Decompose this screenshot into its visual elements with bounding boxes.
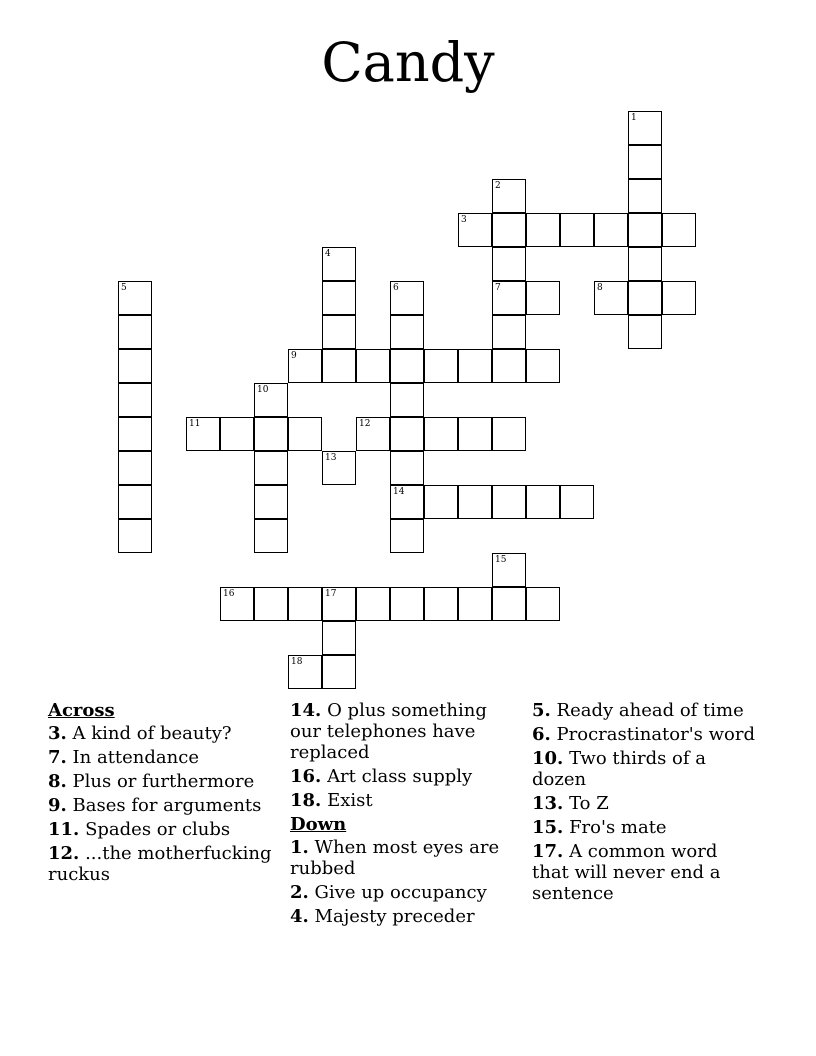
grid-cell[interactable] [220, 417, 254, 451]
clue-down-2: 2. Give up occupancy [290, 882, 487, 903]
grid-cell[interactable] [118, 281, 152, 315]
clue-across-9: 9. Bases for arguments [48, 795, 262, 816]
grid-cell[interactable] [526, 281, 560, 315]
grid-cell[interactable] [390, 349, 424, 383]
grid-cell[interactable] [390, 281, 424, 315]
grid-cell[interactable] [594, 213, 628, 247]
page-title: Candy [321, 31, 495, 94]
grid-cell[interactable] [560, 213, 594, 247]
cell-number: 15 [495, 555, 507, 565]
grid-cell[interactable] [356, 587, 390, 621]
grid-cell[interactable] [322, 247, 356, 281]
grid-cell[interactable] [662, 213, 696, 247]
cell-number: 5 [121, 283, 127, 293]
clue-across-12: 12. ...the motherfucking ruckus [48, 843, 272, 885]
cell-number: 1 [631, 113, 637, 123]
grid-cell[interactable] [254, 485, 288, 519]
grid-cell[interactable] [492, 179, 526, 213]
grid-cell[interactable] [118, 417, 152, 451]
grid-cell[interactable] [526, 485, 560, 519]
grid-cell[interactable] [594, 281, 628, 315]
cell-number: 10 [257, 385, 269, 395]
across-heading: Across [48, 700, 115, 721]
grid-cell[interactable] [628, 247, 662, 281]
clue-down-6: 6. Procrastinator's word [532, 724, 756, 745]
cell-number: 18 [291, 657, 303, 667]
clue-across-3: 3. A kind of beauty? [48, 723, 232, 744]
grid-cell[interactable] [390, 451, 424, 485]
grid-cell[interactable] [118, 485, 152, 519]
cell-number: 11 [189, 419, 201, 429]
grid-cell[interactable] [560, 485, 594, 519]
clue-across-18: 18. Exist [290, 790, 373, 811]
grid-cell[interactable] [492, 281, 526, 315]
grid-cell[interactable] [356, 417, 390, 451]
clue-across-16: 16. Art class supply [290, 766, 473, 787]
grid-cell[interactable] [628, 179, 662, 213]
cell-number: 6 [393, 283, 399, 293]
grid-cell[interactable] [526, 213, 560, 247]
grid-cell[interactable] [254, 587, 288, 621]
clues-column-2 [290, 700, 515, 930]
grid-cell[interactable] [492, 485, 526, 519]
clue-down-5: 5. Ready ahead of time [532, 700, 744, 721]
clue-down-13: 13. To Z [532, 793, 609, 814]
grid-cell[interactable] [492, 417, 526, 451]
grid-cell[interactable] [288, 417, 322, 451]
grid-cell[interactable] [526, 349, 560, 383]
clue-down-1: 1. When most eyes are rubbed [290, 837, 500, 879]
grid-cell[interactable] [356, 349, 390, 383]
cell-number: 8 [597, 283, 603, 293]
clue-across-11: 11. Spades or clubs [48, 819, 231, 840]
grid-cell[interactable] [526, 587, 560, 621]
grid-cell[interactable] [322, 315, 356, 349]
grid-cell[interactable] [322, 281, 356, 315]
clue-across-7: 7. In attendance [48, 747, 199, 768]
cell-number: 16 [223, 589, 235, 599]
grid-cell[interactable] [492, 553, 526, 587]
grid-cell[interactable] [186, 417, 220, 451]
grid-cell[interactable] [390, 417, 424, 451]
down-heading: Down [290, 814, 347, 835]
grid-cell[interactable] [220, 587, 254, 621]
grid-cell[interactable] [118, 383, 152, 417]
grid-cell[interactable] [254, 519, 288, 553]
clues-column-1 [48, 700, 273, 888]
grid-cell[interactable] [424, 417, 458, 451]
grid-cell[interactable] [118, 349, 152, 383]
clue-down-17: 17. A common word that will never end a sentence [532, 841, 721, 904]
grid-cell[interactable] [492, 587, 526, 621]
grid-cell[interactable] [458, 417, 492, 451]
cell-number: 7 [495, 283, 501, 293]
grid-cell[interactable] [118, 451, 152, 485]
cell-number: 17 [325, 589, 337, 599]
clues-column-3 [532, 700, 757, 907]
grid-cell[interactable] [424, 485, 458, 519]
grid-cell[interactable] [322, 655, 356, 689]
grid-cell[interactable] [322, 451, 356, 485]
grid-cell[interactable] [628, 281, 662, 315]
grid-cell[interactable] [492, 213, 526, 247]
grid-cell[interactable] [288, 587, 322, 621]
grid-cell[interactable] [390, 485, 424, 519]
grid-cell[interactable] [458, 213, 492, 247]
clue-across-8: 8. Plus or furthermore [48, 771, 255, 792]
grid-cell[interactable] [628, 315, 662, 349]
cell-number: 9 [291, 351, 297, 361]
grid-cell[interactable] [390, 587, 424, 621]
grid-cell[interactable] [390, 519, 424, 553]
clue-across-14: 14. O plus something our telephones have replaced [290, 700, 487, 763]
grid-cell[interactable] [492, 247, 526, 281]
clue-down-10: 10. Two thirds of a dozen [532, 748, 707, 790]
grid-cell[interactable] [118, 315, 152, 349]
grid-cell[interactable] [322, 621, 356, 655]
grid-cell[interactable] [492, 315, 526, 349]
grid-cell[interactable] [254, 383, 288, 417]
grid-cell[interactable] [322, 587, 356, 621]
clue-down-15: 15. Fro's mate [532, 817, 667, 838]
grid-cell[interactable] [662, 281, 696, 315]
grid-cell[interactable] [424, 587, 458, 621]
grid-cell[interactable] [628, 213, 662, 247]
grid-cell[interactable] [458, 349, 492, 383]
grid-cell[interactable] [288, 655, 322, 689]
grid-cell[interactable] [458, 587, 492, 621]
grid-cell[interactable] [628, 145, 662, 179]
grid-cell[interactable] [424, 349, 458, 383]
grid-cell[interactable] [628, 111, 662, 145]
grid-cell[interactable] [254, 417, 288, 451]
grid-cell[interactable] [322, 349, 356, 383]
cell-number: 12 [359, 419, 371, 429]
cell-number: 4 [325, 249, 331, 259]
cell-number: 13 [325, 453, 337, 463]
grid-cell[interactable] [492, 349, 526, 383]
grid-cell[interactable] [390, 383, 424, 417]
cell-number: 3 [461, 215, 467, 225]
grid-cell[interactable] [390, 315, 424, 349]
grid-cell[interactable] [458, 485, 492, 519]
grid-cell[interactable] [118, 519, 152, 553]
cell-number: 14 [393, 487, 405, 497]
clue-down-4: 4. Majesty preceder [290, 906, 475, 927]
grid-cell[interactable] [254, 451, 288, 485]
cell-number: 2 [495, 181, 501, 191]
grid-cell[interactable] [288, 349, 322, 383]
